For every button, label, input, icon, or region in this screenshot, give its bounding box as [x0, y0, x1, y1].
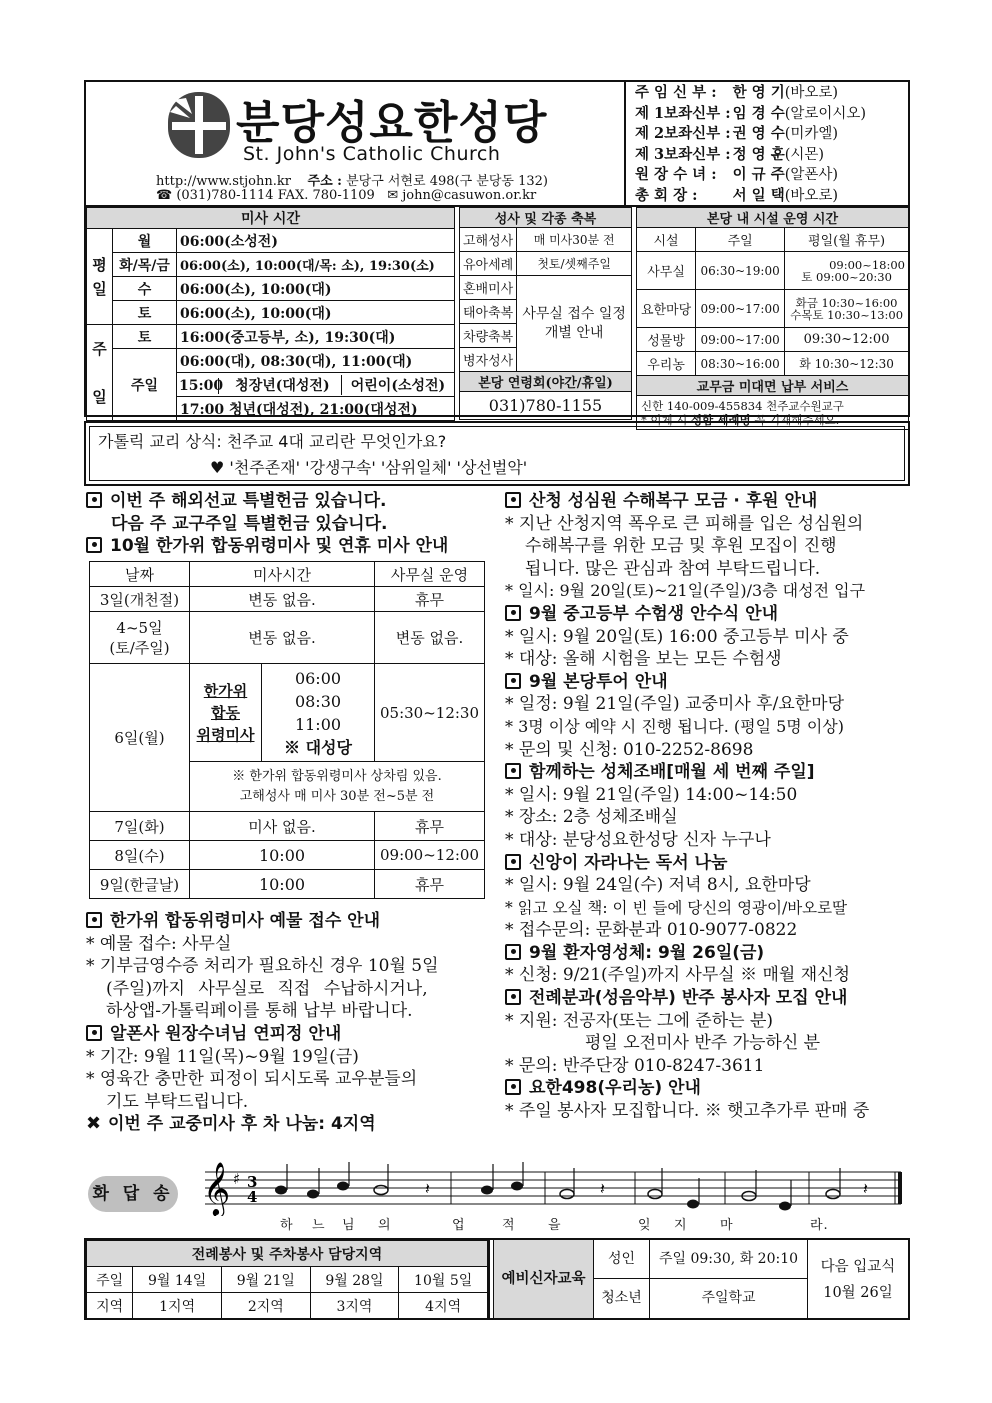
catechism-question: 가톨릭 교리 상식: 천주교 4대 교리란 무엇인가요? — [98, 432, 447, 451]
notice-title: 신앙이 자라나는 독서 나눔 — [505, 852, 910, 875]
sacrament-info: 매 미사30분 전 — [517, 228, 632, 252]
table-cell: 지역 — [87, 1293, 133, 1319]
clergy-list — [635, 83, 911, 207]
table-cell: 변동 없음. — [375, 612, 485, 664]
notice-line: * 대상: 올해 시험을 보는 모든 수험생 — [505, 649, 782, 670]
column-header: 미사시간 — [190, 562, 375, 587]
memorial-note: ※ 한가위 합동위령미사 상차림 있음. 고해성사 매 미사 30분 전~5분 전 — [190, 762, 485, 812]
catechism-answer: ♥ '천주존재' '강생구속' '삼위일체' '상선벌악' — [210, 458, 528, 477]
bell-icon — [505, 1079, 521, 1095]
bell-icon — [86, 537, 102, 553]
bell-icon — [86, 1025, 102, 1041]
mass-day: 토 — [113, 325, 177, 349]
facility-sunday: 09:00~17:00 — [696, 328, 785, 352]
notice-line: * 일시: 9월 21일(주일) 14:00~14:50 — [505, 784, 798, 805]
notice-title: 9월 환자영성체: 9월 26일(금) — [505, 942, 910, 965]
notice-line: (주일)까지 사무실로 직접 수납하시거나, — [106, 978, 428, 999]
youth-label: 청소년 — [594, 1279, 650, 1318]
facility-sunday: 09:00~17:00 — [696, 290, 785, 328]
notice-line: * 기간: 9월 11일(목)~9월 19일(금) — [86, 1046, 359, 1067]
notice-line: * 일시: 9월 24일(수) 저녁 8시, 요한마당 — [505, 875, 811, 896]
notice-line: * 신청: 9/21(주일)까지 사무실 ※ 매월 재신청 — [505, 965, 850, 986]
mass-day: 주일 — [113, 349, 177, 421]
sacrament-info: 첫토/셋째주일 — [517, 252, 632, 276]
catechism-box — [84, 421, 910, 486]
table-cell: 변동 없음. — [190, 612, 375, 664]
table-cell: 05:30~12:30 — [375, 664, 485, 762]
table-cell: 10월 5일 — [399, 1267, 488, 1293]
duty-header: 전례봉사 및 주차봉사 담당지역 — [87, 1241, 488, 1267]
sunday-label: 주 일 — [87, 325, 113, 421]
address-label: 주소 : — [307, 174, 342, 189]
notice-title: 요한498(우리농) 안내 — [505, 1077, 910, 1100]
mass-time: 06:00(소), 10:00(대) — [177, 301, 455, 325]
mass-day: 토 — [113, 301, 177, 325]
duty-schedule-table — [86, 1240, 488, 1319]
svg-text:♯: ♯ — [233, 1170, 241, 1188]
mass-day: 화/목/금 — [113, 253, 177, 277]
clergy-row: 제 3보좌신부 : 정 영 훈(시몬) — [635, 145, 825, 163]
sacraments-table — [459, 207, 632, 420]
responsorial-psalm-label: 화 답 송 — [88, 1176, 178, 1212]
facility-name: 요한마당 — [637, 290, 696, 328]
facility-sunday: 06:30~19:00 — [696, 252, 785, 290]
column-header: 시설 — [637, 228, 696, 252]
masthead — [84, 80, 910, 207]
phone-fax: ☎ (031)780-1114 FAX. 780-1109 — [156, 188, 375, 203]
table-cell: 9월 28일 — [310, 1267, 399, 1293]
sacrament-name: 고해성사 — [460, 228, 517, 252]
right-column — [505, 490, 910, 1123]
notice-title: 알폰사 원장수녀님 연피정 안내 — [86, 1023, 496, 1046]
facilities-header: 본당 내 시설 운영 시간 — [637, 208, 909, 228]
notice-line: * 문의: 반주단장 010-8247-3611 — [505, 1055, 765, 1076]
sacrament-name: 병자성사 — [460, 348, 517, 372]
memorial-mass-times: 06:00 08:30 11:00 ※ 대성당 — [262, 664, 375, 762]
clergy-row: 총 회 장 : 서 일 택(바오로) — [635, 186, 839, 204]
sacraments-header: 성사 및 각종 축복 — [460, 208, 632, 228]
chuseok-schedule-table — [89, 561, 485, 899]
notice-line: * 예물 접수: 사무실 — [86, 933, 232, 954]
table-cell: 10:00 — [190, 870, 375, 899]
notice-line: * 지원: 전공자(또는 그에 준하는 분) — [505, 1010, 773, 1031]
mass-time: 06:00(소), 10:00(대/목: 소), 19:30(소) — [177, 253, 455, 277]
phone-line — [156, 188, 536, 203]
notice-title: 10월 한가위 합동위령미사 및 연휴 미사 안내 — [86, 535, 496, 558]
notice-title: ✖ 이번 주 교중미사 후 차 나눔: 4지역 — [86, 1113, 376, 1135]
facility-name: 사무실 — [637, 252, 696, 290]
table-cell: 미사 없음. — [190, 812, 375, 841]
table-cell: 6일(월) — [90, 664, 190, 812]
mass-day: 수 — [113, 277, 177, 301]
table-cell: 3일(개천절) — [90, 587, 190, 612]
column-header: 평일(월 휴무) — [785, 228, 909, 252]
notice-line: 됩니다. 많은 관심과 참여 부탁드립니다. — [525, 558, 821, 579]
table-cell: 1지역 — [133, 1293, 222, 1319]
clergy-row: 제 2보좌신부 : 권 영 수(미카엘) — [635, 125, 839, 143]
butterfly-icon: ✖ — [86, 1113, 102, 1135]
notice-title: 함께하는 성체조배[매월 세 번째 주일] — [505, 761, 910, 784]
notice-line: * 지난 산청지역 폭우로 큰 피해를 입은 성심원의 — [505, 513, 864, 534]
contact-line — [156, 170, 548, 189]
facility-weekday: 화금 10:30~16:00 수목토 10:30~13:00 — [785, 290, 909, 328]
payment-info: 신한 140-009-455834 천주교수원교구 * 이체 시 성함 세례명 꼭 기재해주세요. — [637, 396, 909, 430]
bell-icon — [86, 492, 102, 508]
mass-time: 15:00 청장년(대성전) 어린이(소성전) — [177, 373, 455, 397]
catechumen-education-label: 예비신자교육 — [494, 1240, 594, 1318]
notice-title: 한가위 합동위령미사 예물 접수 안내 — [86, 910, 496, 933]
table-cell: 4지역 — [399, 1293, 488, 1319]
facility-weekday: 09:30~12:00 — [785, 328, 909, 352]
table-cell: 9월 21일 — [221, 1267, 310, 1293]
clergy-row: 제 1보좌신부 : 임 경 수(알로이시오) — [635, 104, 867, 122]
table-cell: 4~5일 (토/주일) — [90, 612, 190, 664]
table-cell: 휴무 — [375, 870, 485, 899]
table-cell: 변동 없음. — [190, 587, 375, 612]
left-column-top — [86, 490, 496, 558]
notice-line: * 대상: 분당성요한성당 신자 누구나 — [505, 829, 771, 850]
funeral-council-header: 본당 연령회(야간/휴일) — [460, 372, 632, 392]
next-entrance-ceremony: 다음 입교식 10월 26일 — [820, 1259, 896, 1301]
clergy-row: 원 장 수 녀 : 이 규 주(알폰사) — [635, 166, 839, 184]
bottom-info — [84, 1238, 910, 1320]
table-cell: 7일(화) — [90, 812, 190, 841]
funeral-council-phone: 031)780-1155 — [460, 392, 632, 420]
table-cell: 2지역 — [221, 1293, 310, 1319]
notice-line: * 기부금영수증 처리가 필요하신 경우 10월 5일 — [86, 956, 439, 977]
notice-line: * 일시: 9월 20일(토)~21일(주일)/3층 대성전 입구 — [505, 581, 866, 601]
mass-time: 16:00(중고등부, 소), 19:30(대) — [177, 325, 455, 349]
table-cell: 10:00 — [190, 841, 375, 870]
notice-line: * 읽고 오실 책: 이 빈 들에 당신의 영광이/바오로딸 — [505, 898, 848, 917]
info-band — [84, 207, 910, 427]
address: 분당구 서현로 498(구 분당동 132) — [346, 174, 548, 189]
mass-times-table — [86, 207, 455, 421]
notice-line: 수해복구를 위한 모금 및 후원 모집이 진행 — [525, 536, 837, 557]
bell-icon — [505, 492, 521, 508]
adult-label: 성인 — [594, 1240, 650, 1279]
notice-title: 9월 중고등부 수험생 안수식 안내 — [505, 603, 910, 626]
table-cell: 3지역 — [310, 1293, 399, 1319]
office-note: 사무실 접수 일정 개별 안내 — [517, 276, 632, 372]
column-header: 날짜 — [90, 562, 190, 587]
sacrament-name: 혼배미사 — [460, 276, 517, 300]
bell-icon — [86, 912, 102, 928]
mass-time: 17:00 청년(대성전), 21:00(대성전) — [177, 397, 455, 421]
mass-time: 06:00(대), 08:30(대), 11:00(대) — [177, 349, 455, 373]
notice-title: 다음 주 교구주일 특별헌금 있습니다. — [111, 513, 388, 534]
youth-time: 주일학교 — [650, 1279, 808, 1318]
facility-name: 우리농 — [637, 352, 696, 376]
svg-text:3: 3 — [247, 1173, 258, 1191]
facility-sunday: 08:30~16:00 — [696, 352, 785, 376]
notice-title: 전례분과(성음악부) 반주 봉사자 모집 안내 — [505, 987, 910, 1010]
website-link[interactable]: http://www.stjohn.kr — [156, 174, 291, 189]
sacrament-name: 차량축복 — [460, 324, 517, 348]
facilities-table — [636, 207, 909, 430]
clergy-row: 주 임 신 부 : 한 영 기(바오로) — [635, 84, 839, 101]
table-cell: 휴무 — [375, 812, 485, 841]
bell-icon — [505, 989, 521, 1005]
svg-text:𝄽: 𝄽 — [600, 1179, 605, 1198]
email-link[interactable]: ✉ john@casuwon.or.kr — [387, 188, 537, 203]
facility-weekday: 09:00~18:00 토 09:00~20:30 — [785, 252, 909, 290]
notice-line: * 주일 봉사자 모집합니다. ※ 햇고추가루 판매 중 — [505, 1101, 870, 1122]
church-english-name: St. John's Catholic Church — [243, 143, 501, 165]
notice-title: 이번 주 해외선교 특별헌금 있습니다. — [86, 490, 496, 513]
notice-line: * 일시: 9월 20일(토) 16:00 중고등부 미사 중 — [505, 626, 849, 647]
church-title: 분당성요한성당 — [236, 96, 548, 149]
music-staff-icon — [195, 1160, 907, 1216]
notice-title: 9월 본당투어 안내 — [505, 671, 910, 694]
weekday-label: 평 일 — [87, 229, 113, 325]
notice-title: 산청 성심원 수해복구 모금 · 후원 안내 — [505, 490, 910, 513]
svg-text:𝄽: 𝄽 — [863, 1179, 868, 1198]
sacrament-name: 태아축복 — [460, 300, 517, 324]
bell-icon — [505, 944, 521, 960]
payment-header: 교무금 미대면 납부 서비스 — [637, 376, 909, 396]
table-cell: 주일 — [87, 1267, 133, 1293]
svg-text:4: 4 — [247, 1188, 258, 1206]
column-header: 사무실 운영 — [375, 562, 485, 587]
table-cell: 09:00~12:00 — [375, 841, 485, 870]
mass-day: 월 — [113, 229, 177, 253]
notice-line: 기도 부탁드립니다. — [106, 1091, 249, 1112]
notice-line: 하상앱-가톨릭페이를 통해 납부 바랍니다. — [106, 1001, 413, 1022]
table-cell: 9일(한글날) — [90, 870, 190, 899]
mass-times-header: 미사 시간 — [87, 208, 455, 229]
notice-line: * 영육간 충만한 피정이 되시도록 교우분들의 — [86, 1069, 418, 1090]
bell-icon — [505, 854, 521, 870]
mass-time: 06:00(소), 10:00(대) — [177, 277, 455, 301]
svg-text:𝄞: 𝄞 — [203, 1161, 231, 1215]
adult-time: 주일 09:30, 화 20:10 — [650, 1240, 808, 1279]
bell-icon — [505, 673, 521, 689]
table-cell: 8일(수) — [90, 841, 190, 870]
facility-weekday: 화 10:30~12:30 — [785, 352, 909, 376]
memorial-mass-label: 한가위 합동 위령미사 — [190, 664, 262, 762]
church-logo-icon — [168, 92, 230, 158]
notice-line: * 문의 및 신청: 010-2252-8698 — [505, 739, 754, 760]
notice-line: 평일 오전미사 반주 가능하신 분 — [585, 1033, 821, 1054]
header-divider — [624, 82, 626, 205]
bell-icon — [505, 605, 521, 621]
notice-line: * 일정: 9월 21일(주일) 교중미사 후/요한마당 — [505, 694, 845, 715]
table-cell: 9월 14일 — [133, 1267, 222, 1293]
facility-name: 성물방 — [637, 328, 696, 352]
left-column-bottom — [86, 910, 496, 1136]
notice-line: * 3명 이상 예약 시 진행 됩니다. (평일 5명 이상) — [505, 716, 844, 736]
table-cell: 휴무 — [375, 587, 485, 612]
svg-text:𝄽: 𝄽 — [425, 1179, 430, 1198]
notice-line: * 장소: 2층 성체조배실 — [505, 807, 678, 828]
notice-line: * 접수문의: 문화분과 010-9077-0822 — [505, 920, 798, 941]
bell-icon — [505, 763, 521, 779]
sacrament-name: 유아세례 — [460, 252, 517, 276]
column-header: 주일 — [696, 228, 785, 252]
mass-time: 06:00(소성전) — [177, 229, 455, 253]
